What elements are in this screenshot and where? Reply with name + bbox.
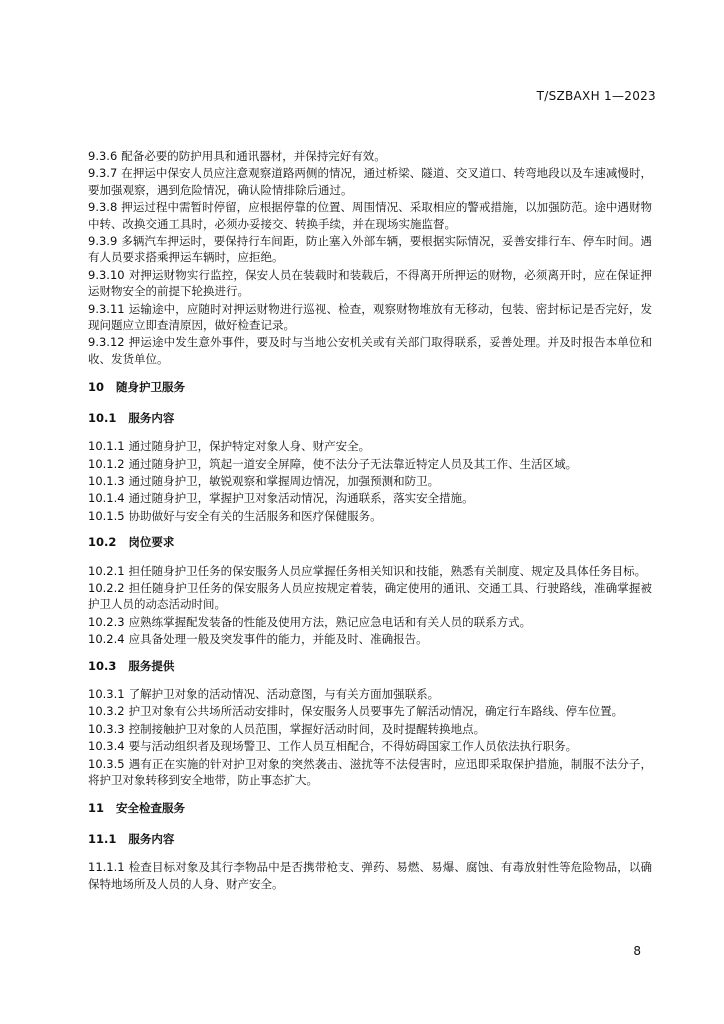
clause-number: 10.2.2 (88, 580, 125, 595)
clause-paragraph (88, 614, 652, 630)
clause-number: 10.1.5 (88, 508, 125, 523)
clause-text: 了解护卫对象的活动情况、活动意图，与有关方面加强联系。 (128, 686, 440, 701)
clause-text: 押运过程中需暂时停留，应根据停靠的位置、周围情况、采取相应的警戒措施，以加强防范。途中遇财物中转、改换交通工具时，必须办妥接交、转换手续，并在现场实施监督。 (88, 200, 652, 231)
clause-number: 10.2.3 (88, 614, 125, 629)
clause-text: 通过随身护卫，筑起一道安全屏障，使不法分子无法靠近特定人员及其工作、生活区域。 (128, 456, 578, 471)
document-body (88, 148, 652, 893)
section-heading (88, 379, 652, 395)
clause-paragraph (88, 859, 652, 892)
clause-number: 10.3 (88, 658, 117, 673)
subsection-heading (88, 831, 652, 847)
clause-number: 10.2.4 (88, 632, 125, 647)
clause-number: 11.1.1 (88, 860, 125, 875)
clause-number: 10.1 (88, 410, 117, 425)
clause-paragraph (88, 686, 652, 702)
clause-text: 多辆汽车押运时，要保持行车间距，防止塞入外部车辆，要根据实际情况，妥善安排行车、停车时间。遇有人员要求搭乘押运车辆时，应拒绝。 (88, 234, 652, 265)
clause-paragraph (88, 165, 652, 198)
subsection-heading (88, 410, 652, 426)
clause-text: 要与活动组织者及现场警卫、工作人员互相配合，不得妨碍国家工作人员依法执行职务。 (128, 739, 578, 754)
clause-paragraph (88, 301, 652, 334)
clause-paragraph (88, 490, 652, 506)
clause-number: 9.3.6 (88, 149, 118, 163)
page-number: 8 (633, 944, 641, 958)
clause-number: 10.3.3 (88, 721, 125, 736)
clause-number: 9.3.10 (88, 267, 125, 282)
clause-paragraph (88, 631, 652, 647)
clause-number: 9.3.9 (88, 234, 118, 249)
clause-paragraph (88, 473, 652, 489)
clause-number: 10.1.3 (88, 473, 125, 488)
clause-number: 10.1.2 (88, 456, 125, 471)
clause-paragraph (88, 580, 652, 613)
clause-number: 10.3.1 (88, 686, 125, 701)
clause-paragraph (88, 721, 652, 737)
clause-text: 服务内容 (128, 410, 175, 425)
clause-text: 担任随身护卫任务的保安服务人员应按规定着装，确定使用的通讯、交通工具、行驶路线，准确掌握被护卫人员的动态活动时间。 (88, 580, 652, 612)
clause-number: 10.1.1 (88, 439, 125, 454)
clause-number: 9.3.8 (88, 200, 118, 215)
clause-number: 9.3.7 (88, 166, 118, 181)
clause-paragraph (88, 756, 652, 789)
clause-text: 检查目标对象及其行李物品中是否携带枪支、弹药、易燃、易爆、腐蚀、有毒放射性等危险物品，以确保特地场所及人员的人身、财产安全。 (88, 860, 652, 891)
clause-text: 通过随身护卫，掌握护卫对象活动情况，沟通联系，落实安全措施。 (128, 491, 474, 506)
clause-text: 控制接触护卫对象的人员范围，掌握好活动时间，及时提醒转换地点。 (128, 721, 486, 736)
clause-number: 11 (88, 801, 105, 816)
clause-text: 运输途中，应随时对押运财物进行巡视、检查，观察财物堆放有无移动，包装、密封标记是否完好，发现问题应立即查清原因，做好检查记录。 (88, 301, 652, 333)
standard-code: T/SZBAXH 1—2023 (536, 89, 656, 103)
clause-paragraph (88, 199, 652, 232)
clause-text: 遇有正在实施的针对护卫对象的突然袭击、滋扰等不法侵害时，应迅即采取保护措施，制服不法分子，将护卫对象转移到安全地带，防止事态扩大。 (88, 756, 652, 787)
clause-text: 押运途中发生意外事件，要及时与当地公安机关或有关部门取得联系，妥善处理。并及时报告本单位和收、发货单位。 (88, 335, 652, 366)
clause-text: 应具备处理一般及突发事件的能力，并能及时、准确报告。 (128, 632, 428, 647)
clause-text: 岗位要求 (128, 535, 175, 550)
clause-text: 护卫对象有公共场所活动安排时，保安服务人员要事先了解活动情况，确定行车路线、停车位置。 (128, 704, 624, 719)
section-heading (88, 800, 652, 816)
clause-paragraph (88, 148, 652, 164)
clause-number: 10.3.4 (88, 739, 125, 754)
clause-number: 10.2.1 (88, 563, 125, 578)
clause-number: 10.3.5 (88, 756, 125, 771)
clause-paragraph (88, 703, 652, 719)
clause-number: 10.1.4 (88, 491, 125, 506)
clause-text: 在押运中保安人员应注意观察道路两侧的情况，通过桥梁、隧道、交叉道口、转弯地段以及车速减慢时，要加强观察，遇到危险情况，确认险情排除后通过。 (88, 166, 652, 197)
clause-number: 10.3.2 (88, 704, 125, 719)
subsection-heading (88, 658, 652, 674)
clause-text: 服务提供 (128, 658, 175, 673)
clause-number: 11.1 (88, 831, 117, 846)
clause-paragraph (88, 563, 652, 579)
clause-paragraph (88, 438, 652, 454)
clause-text: 配备必要的防护用具和通讯器材，并保持完好有效。 (121, 149, 386, 163)
clause-number: 9.3.12 (88, 335, 125, 350)
clause-text: 通过随身护卫，保护特定对象人身、财产安全。 (128, 439, 371, 454)
clause-text: 通过随身护卫，敏锐观察和掌握周边情况，加强预测和防卫。 (128, 473, 440, 488)
clause-text: 随身护卫服务 (116, 380, 186, 395)
clause-text: 应熟练掌握配发装备的性能及使用方法，熟记应急电话和有关人员的联系方式。 (128, 614, 532, 629)
clause-paragraph (88, 456, 652, 472)
clause-number: 10 (88, 380, 105, 395)
subsection-heading (88, 534, 652, 550)
clause-number: 9.3.11 (88, 301, 125, 316)
clause-text: 安全检查服务 (116, 801, 186, 816)
clause-number: 10.2 (88, 535, 117, 550)
clause-text: 对押运财物实行监控，保安人员在装载时和装载后，不得离开所押运的财物，必须离开时，应在保证押运财物安全的前提下轮换进行。 (88, 267, 652, 299)
clause-paragraph (88, 267, 652, 300)
clause-text: 协助做好与安全有关的生活服务和医疗保健服务。 (128, 508, 382, 523)
clause-paragraph (88, 508, 652, 524)
clause-paragraph (88, 738, 652, 754)
clause-text: 服务内容 (128, 831, 175, 846)
clause-paragraph (88, 233, 652, 266)
clause-text: 担任随身护卫任务的保安服务人员应掌握任务相关知识和技能，熟悉有关制度、规定及具体任务目标。 (128, 563, 647, 578)
clause-paragraph (88, 334, 652, 367)
